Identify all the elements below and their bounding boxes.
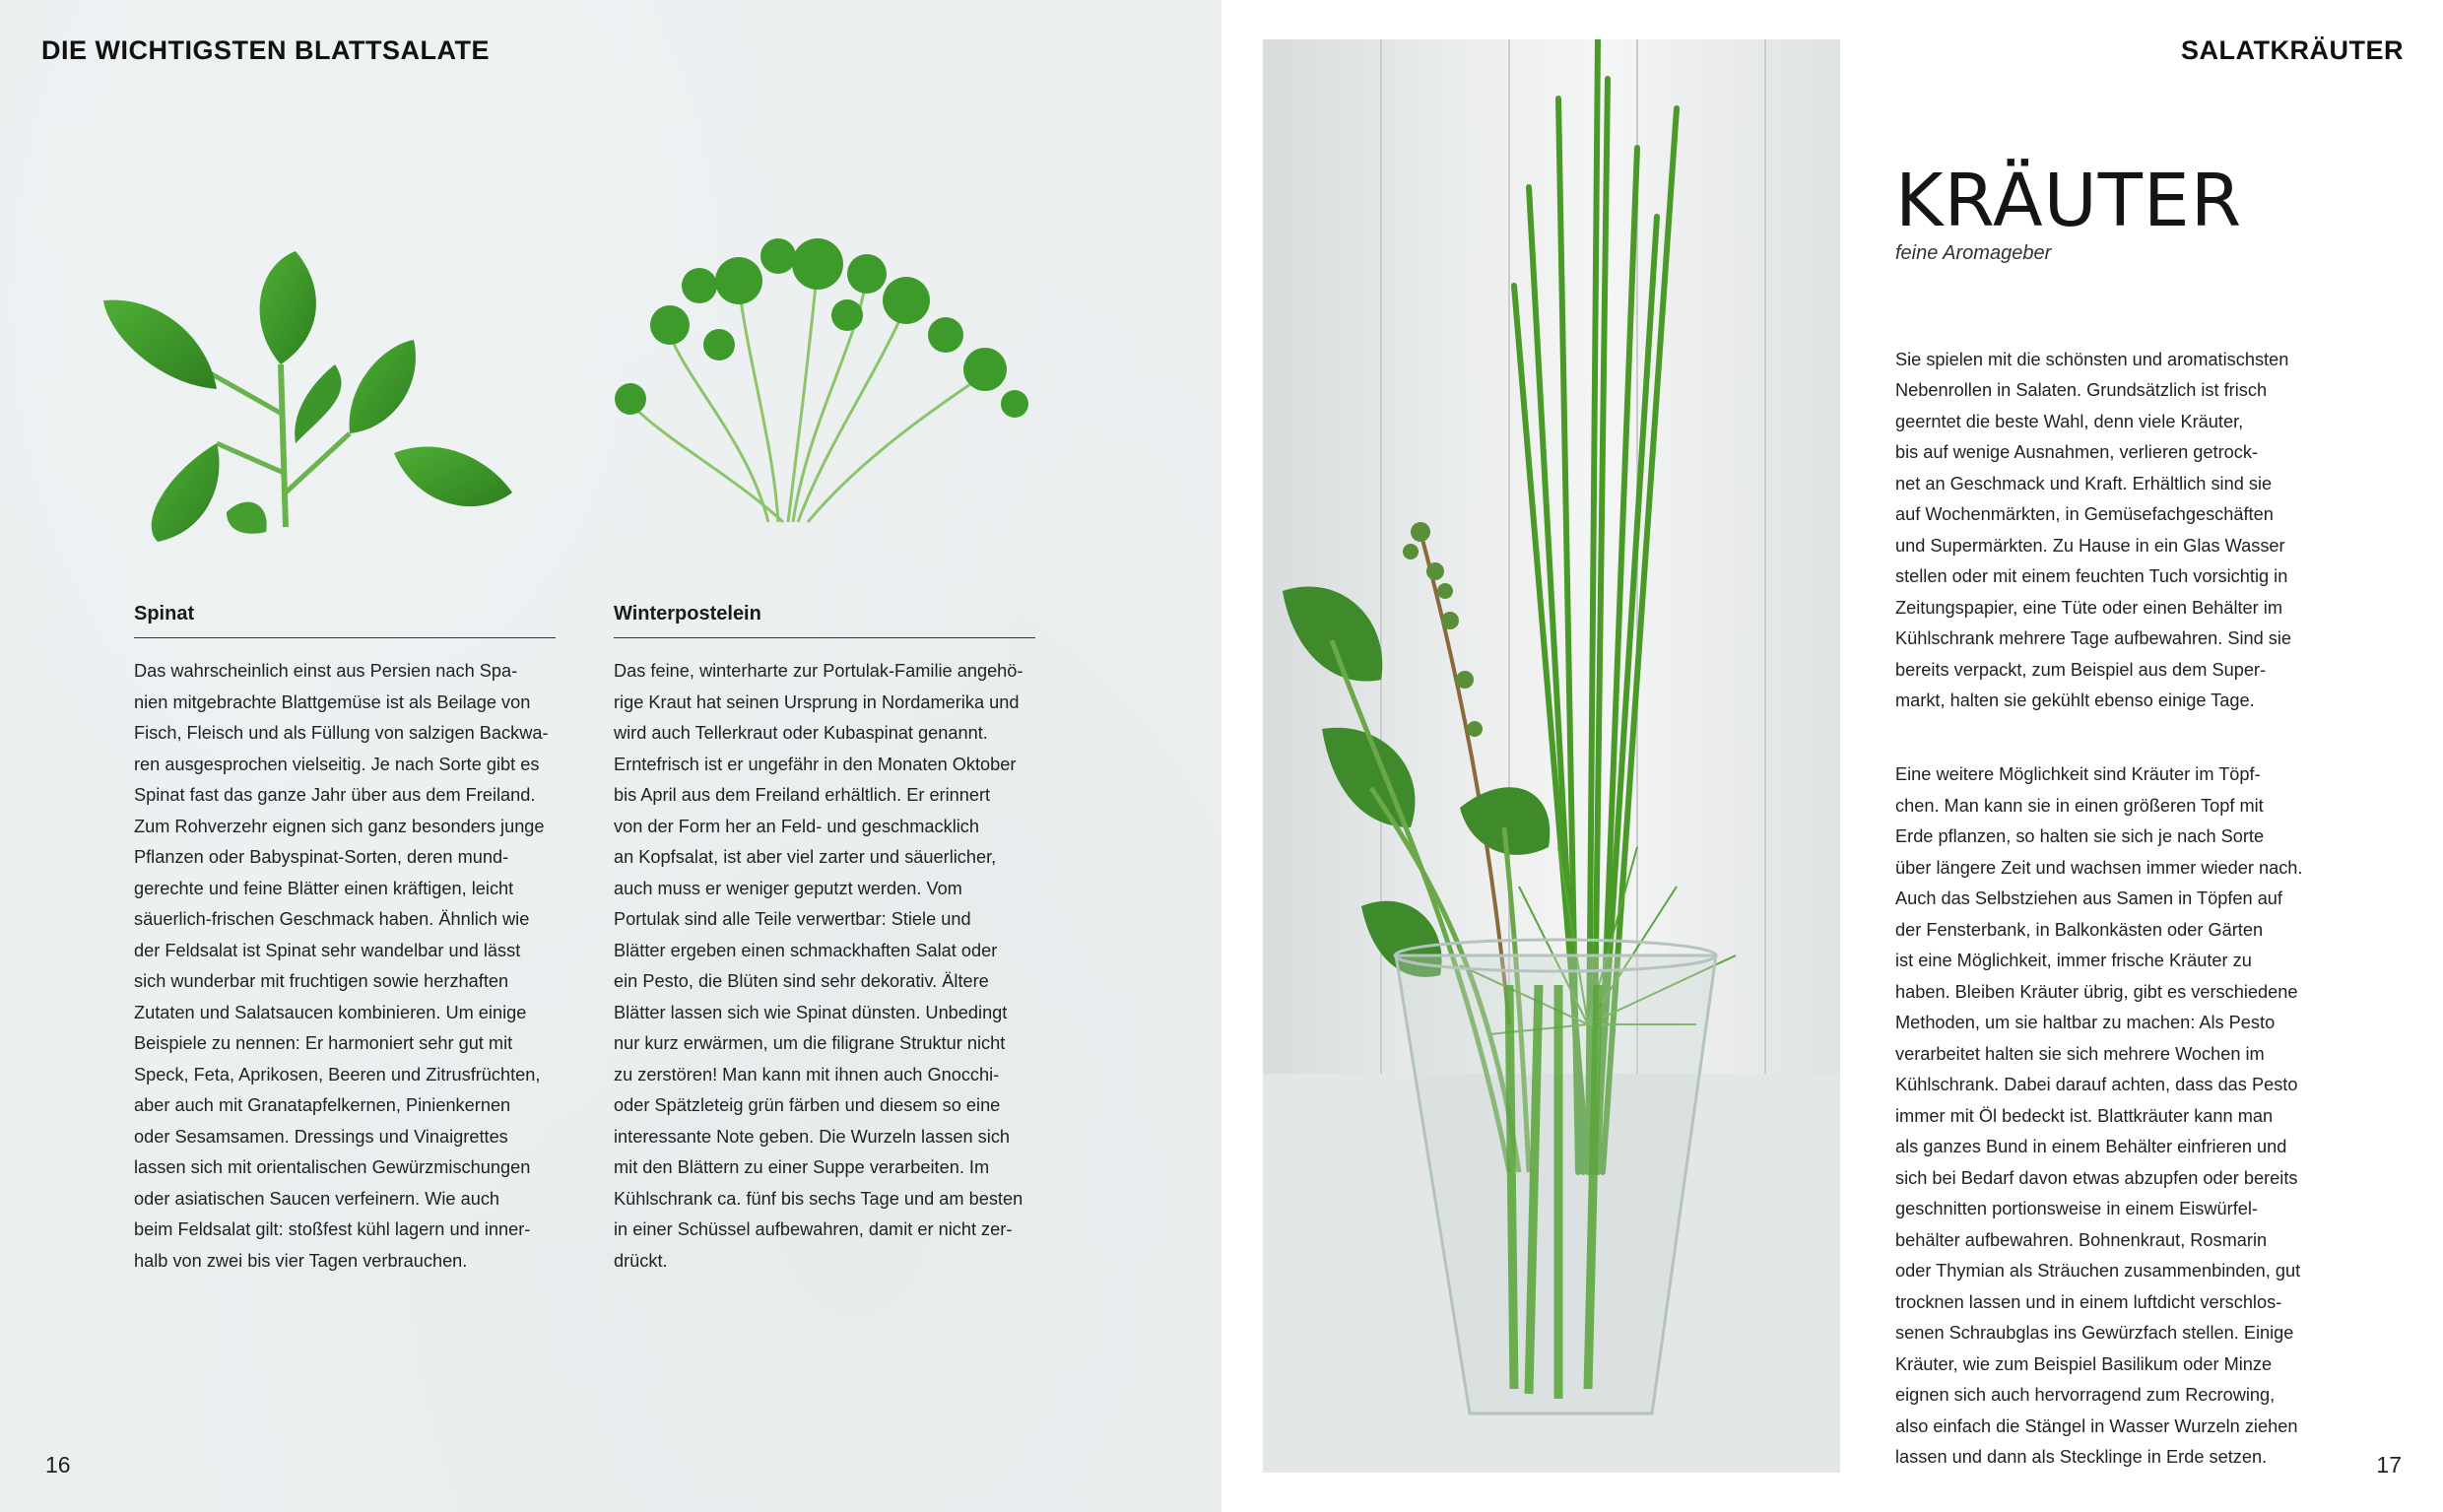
article-heading: Winterpostelein <box>614 603 1035 638</box>
article-text: Das feine, winterharte zur Portulak-Familie angehö- rige Kraut hat seinen Ursprung in Nordamerika und wird auch Tellerkraut oder Kubaspinat genannt. Erntefrisch ist er ungefähr in den Monaten Oktober bis April aus dem Freiland erhältlich. Er erinnert von der Form her an Feld- und geschmacklich an Kopfsalat, ist aber viel zarter und säuerlicher, auch muss er weniger geputzt werden. Vom Portulak sind alle Teile verwertbar: Stiele und Blätter ergeben einen schmackhaften Salat oder ein Pesto, die Blüten sind sehr dekorativ. Ältere Blätter lassen sich wie Spinat dünsten. Unbedingt nur kurz erwärmen, um die filigrane Struktur nicht zu zerstören! Man kann mit ihnen auch Gnocchi- oder Spätzleteig grün färben und diesem so eine interessante Note geben. Die Wurzeln lassen sich mit den Blättern zu einer Suppe verarbeiten. Im Kühlschrank ca. fünf bis sechs Tage und am besten in einer Schüssel aufbewahren, damit er nicht zer- drückt. <box>614 661 1023 1271</box>
article-kraeuter <box>1895 313 2366 1512</box>
running-head-right: SALATKRÄUTER <box>2181 35 2404 65</box>
page-number-right: 17 <box>2376 1452 2402 1478</box>
page-number-left: 16 <box>45 1452 71 1478</box>
article-heading: Spinat <box>134 603 556 638</box>
running-head-left: DIE WICHTIGSTEN BLATTSALATE <box>41 35 490 65</box>
herbs-in-glass-photo <box>1263 39 1840 1473</box>
article-winterpostelein <box>614 603 1035 1277</box>
paragraph: Eine weitere Möglichkeit sind Kräuter im Töpf- chen. Man kann sie in einen größeren Topf mit Erde pflanzen, so halten sie sich je nach Sorte über längere Zeit und wachsen immer wieder nach. Auch das Selbstziehen aus Samen in Töpfen auf der Fensterbank, in Balkonkästen oder Gärten ist eine Möglichkeit, immer frische Kräuter zu haben. Bleiben Kräuter übrig, gibt es verschiedene Methoden, um sie haltbar zu machen: Als Pesto verarbeitet halten sie sich mehrere Wochen im Kühlschrank. Dabei darauf achten, dass das Pesto immer mit Öl bedeckt ist. Blattkräuter kann man als ganzes Bund in einem Behälter einfrieren und sich bei Bedarf davon etwas abzupfen oder bereits geschnitten portionsweise in einem Eiswürfel- behälter aufbewahren. Bohnenkraut, Rosmarin oder Thymian als Sträuchen zusammenbinden, gut trocknen lassen und in einem luftdicht verschlos- senen Schraubglas ins Gewürzfach stellen. Einige Kräuter, wie zum Beispiel Basilikum oder Minze eignen sich auch hervorragend zum Recrowing, also einfach die Stängel in Wasser Wurzeln ziehen lassen und dann als Stecklinge in Erde setzen. <box>1895 764 2303 1467</box>
page-title: KRÄUTER <box>1895 159 2243 243</box>
title-block <box>1895 156 2242 265</box>
right-page <box>1222 0 2443 1512</box>
article-spinat <box>134 603 556 1277</box>
herbs-illustration <box>1263 39 1840 1473</box>
winterpostelein-image <box>611 227 1044 532</box>
page-subtitle: feine Aromageber <box>1895 242 2052 264</box>
paragraph: Sie spielen mit die schönsten und aromatischsten Nebenrollen in Salaten. Grundsätzlich ist frisch geerntet die beste Wahl, denn viele Kräuter, bis auf wenige Ausnahmen, verlieren getrock- net an Geschmack und Kraft. Erhältlich sind sie auf Wochenmärkten, in Gemüsefachgeschäften und Supermärkten. Zu Hause in ein Glas Wasser stellen oder mit einem feuchten Tuch vorsichtig in Zeitungspapier, eine Tüte oder einen Behälter im Kühlschrank mehrere Tage aufbewahren. Sind sie bereits verpackt, zum Beispiel aus dem Super- markt, halten sie gekühlt ebenso einige Tage. <box>1895 349 2292 710</box>
article-text: Das wahrscheinlich einst aus Persien nach Spa- nien mitgebrachte Blattgemüse ist als Beilage von Fisch, Fleisch und als Füllung von salzigen Backwa- ren ausgesprochen vielseitig. Je nach Sorte gibt es Spinat fast das ganze Jahr über aus dem Freiland. Zum Rohverzehr eignen sich ganz besonders junge Pflanzen oder Babyspinat-Sorten, deren mund- gerechte und feine Blätter einen kräftigen, leicht säuerlich-frischen Geschmack haben. Ähnlich wie der Feldsalat ist Spinat sehr wandelbar und lässt sich wunderbar mit fruchtigen sowie herzhaften Zutaten und Salatsaucen kombinieren. Um einige Beispiele zu nennen: Er harmoniert sehr gut mit Speck, Feta, Aprikosen, Beeren und Zitrusfrüchten, aber auch mit Granatapfelkernen, Pinienkernen oder Sesamsamen. Dressings und Vinaigrettes lassen sich mit orientalischen Gewürzmischungen oder asiatischen Saucen verfeinern. Wie auch beim Feldsalat gilt: stoßfest kühl lagern und inner- halb von zwei bis vier Tagen verbrauchen. <box>134 661 549 1271</box>
spinach-image <box>99 246 522 542</box>
